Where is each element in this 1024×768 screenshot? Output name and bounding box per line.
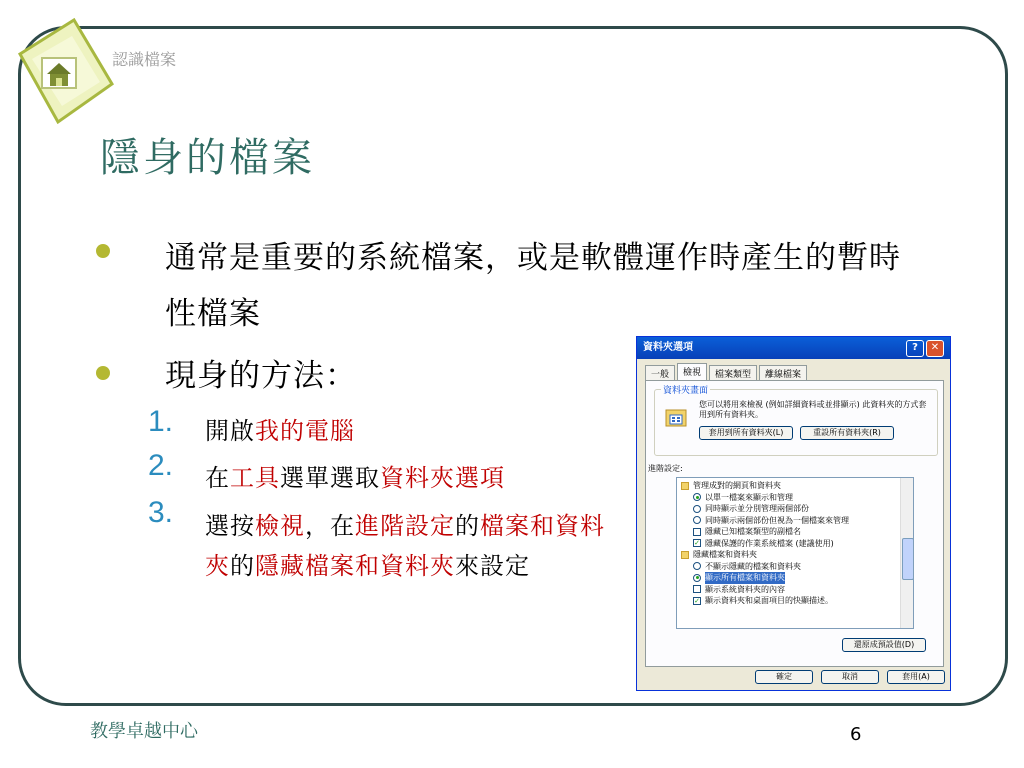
settings-item-label: 隱藏已知檔案類型的副檔名	[705, 527, 801, 536]
settings-list-item[interactable]	[681, 549, 899, 561]
scroll-thumb[interactable]	[902, 538, 914, 580]
section-label: 認識檔案	[112, 50, 177, 69]
settings-list-item[interactable]	[681, 561, 899, 573]
folder-icon	[681, 551, 689, 559]
folder-view-icon	[665, 406, 687, 428]
tab-general[interactable]: 一般	[645, 365, 675, 384]
settings-list-item[interactable]	[681, 595, 899, 607]
bullet-text-1: 通常是重要的系統檔案，或是軟體運作時產生的暫時性檔案	[165, 240, 901, 332]
group-description: 您可以將用來檢視 (例如詳細資料或並排顯示) 此資料夾的方式套用到所有資料夾。	[699, 400, 927, 419]
tab-view[interactable]: 檢視	[677, 363, 707, 382]
radio-icon[interactable]	[693, 505, 701, 513]
group-label: 資料夾畫面	[661, 383, 710, 396]
checkbox-icon[interactable]	[693, 528, 701, 536]
checkbox-icon[interactable]: ✓	[694, 539, 700, 548]
close-button[interactable]: ✕	[926, 340, 944, 357]
apply-to-all-folders-button[interactable]: 套用到所有資料夾(L)	[699, 426, 793, 440]
settings-list-item[interactable]	[681, 526, 899, 538]
radio-icon[interactable]	[693, 574, 701, 582]
settings-item-label: 隱藏檔案和資料夾	[693, 550, 757, 559]
settings-list-item[interactable]	[681, 538, 899, 550]
dialog-title: 資料夾選項	[643, 342, 693, 353]
step-number: 2.	[148, 449, 174, 482]
step-number: 3.	[148, 496, 174, 529]
folder-view-group	[654, 386, 938, 456]
settings-list-item[interactable]	[681, 584, 899, 596]
settings-list-item[interactable]	[681, 515, 899, 527]
settings-list-item[interactable]	[681, 503, 899, 515]
bullet-text-2: 現身的方法：	[165, 358, 357, 394]
settings-item-label: 顯示資料夾和桌面項目的快顯描述。	[705, 596, 833, 605]
advanced-settings-list[interactable]	[676, 477, 914, 629]
scrollbar[interactable]	[900, 478, 913, 628]
footer-text: 教學卓越中心	[90, 721, 198, 742]
bullet-dot	[96, 244, 110, 258]
bullet-dot	[96, 366, 110, 380]
settings-item-label: 隱藏保護的作業系統檔案 (建議使用)	[705, 538, 834, 548]
step-number: 1.	[148, 405, 174, 438]
restore-defaults-button[interactable]: 還原成預設值(D)	[842, 638, 926, 652]
settings-list-item[interactable]	[681, 492, 899, 504]
advanced-settings-label: 進階設定:	[648, 464, 683, 473]
folder-options-dialog	[636, 336, 951, 691]
tab-file-types[interactable]: 檔案類型	[709, 365, 757, 384]
settings-list-item[interactable]	[681, 572, 899, 584]
step-1: 開啟我的電腦	[205, 417, 355, 445]
settings-item-label: 以單一檔案來顯示和管理	[705, 492, 793, 502]
settings-item-label: 顯示系統資料夾的內容	[705, 584, 785, 594]
radio-icon[interactable]	[693, 493, 701, 501]
step-2: 在工具選單選取資料夾選項	[205, 464, 505, 492]
tab-offline-files[interactable]: 離線檔案	[759, 365, 807, 384]
settings-item-label: 同時顯示兩個部份但視為一個檔案來管理	[705, 515, 849, 525]
settings-item-label: 顯示所有檔案和資料夾	[705, 573, 785, 582]
ok-button[interactable]: 確定	[755, 670, 813, 684]
settings-item-label: 不顯示隱藏的檔案和資料夾	[705, 561, 801, 571]
radio-icon[interactable]	[693, 516, 701, 524]
apply-button[interactable]: 套用(A)	[887, 670, 945, 684]
page-number: 6	[850, 724, 862, 745]
slide-title: 隱身的檔案	[100, 135, 315, 181]
radio-icon[interactable]	[693, 562, 701, 570]
checkbox-icon[interactable]: ✓	[694, 596, 700, 605]
dialog-titlebar	[637, 337, 950, 359]
step-3: 選按檢視，在進階設定的檔案和資料夾的隱藏檔案和資料夾來設定	[205, 512, 605, 580]
settings-list-item[interactable]	[681, 480, 899, 492]
reset-all-folders-button[interactable]: 重設所有資料夾(R)	[800, 426, 894, 440]
checkbox-icon[interactable]	[693, 585, 701, 593]
settings-item-label: 管理成對的網頁和資料夾	[693, 481, 781, 490]
help-button[interactable]: ?	[906, 340, 924, 357]
view-tab-panel	[645, 380, 944, 667]
cancel-button[interactable]: 取消	[821, 670, 879, 684]
settings-item-label: 同時顯示並分別管理兩個部份	[705, 504, 809, 513]
folder-icon	[681, 482, 689, 490]
home-icon[interactable]	[12, 14, 122, 134]
